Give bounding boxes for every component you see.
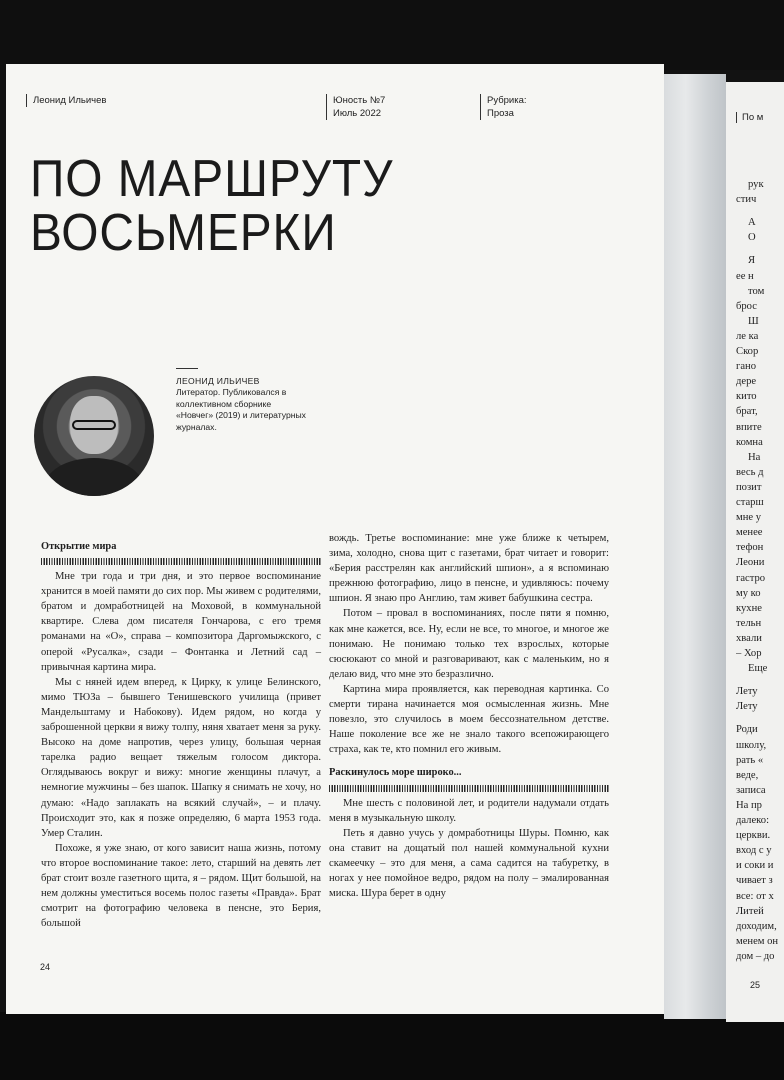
section-title-2: Раскинулось море широко... [329, 767, 462, 779]
paragraph: Мне три года и три дня, и это первое воспоминание хранится в моей памяти до сих пор. Мы живем с родителями, братом и домработницей на Моховой, в коммунальной квартире. Слева дом писателя Гончарова, с его тремя романами на «О», справа – композитора Даргомыжского, с оперой «Русалка», сзади – Фонтанка и Летний сад – привычная картина мира. [41, 571, 321, 673]
right-page-line-fragment: О [748, 232, 756, 244]
rubric-label: Рубрика: [487, 95, 527, 106]
right-page-line-fragment: На [748, 451, 761, 463]
right-page-line-fragment: кухне [736, 602, 762, 614]
right-page-line-fragment: Еще [748, 663, 768, 675]
right-page-line-fragment: Леони [736, 557, 765, 569]
author-name: ЛЕОНИД ИЛЬИЧЕВ [176, 376, 260, 386]
right-page-line-fragment: старш [736, 497, 764, 508]
text-column-right [329, 531, 609, 901]
right-page-line-fragment: хвали [736, 632, 762, 644]
page-number-left: 24 [40, 962, 51, 972]
right-page-line-fragment: Лету [736, 701, 758, 713]
article-title [30, 152, 545, 260]
author-photo [34, 376, 154, 496]
paragraph: Потом – провал в воспоминаниях, после пяти я помню, как мне кажется, все. Ну, если не все, то многое, и многое же понимаю. Не понимаю только тех взрослых, которые сюсюкают со мной и разговаривают, как с маленьким, но я делаю вид, что мне это безразлично. [329, 608, 609, 680]
right-page-line-fragment: рать « [736, 754, 764, 766]
right-page [726, 82, 784, 1022]
author-bio: Литератор. Публиковался в коллективном сборнике «Новчег» (2019) и литературных журналах. [176, 387, 306, 432]
running-head-right: По м [736, 112, 763, 123]
right-page-line-fragment: менее [736, 527, 763, 539]
right-page-line-fragment: чивает з [736, 875, 773, 887]
right-page-line-fragment: веде, [736, 769, 759, 781]
text-column-left [41, 539, 321, 931]
right-page-line-fragment: менем он [736, 935, 779, 947]
paragraph: Мне шесть с половиной лет, и родители надумали отдать меня в музыкальную школу. [329, 797, 609, 824]
right-page-line-fragment: записа [736, 784, 766, 796]
right-page-line-fragment: ле ка [736, 330, 759, 342]
right-page-line-fragment: тефон [736, 542, 764, 554]
right-page-line-fragment: дере [736, 376, 757, 388]
right-page-line-fragment: кито [736, 391, 757, 403]
right-page-line-fragment: доходим, [736, 920, 777, 932]
issue-number: Юность №7 [333, 95, 386, 106]
section-rule [329, 785, 609, 792]
page-gutter [664, 74, 726, 1019]
right-page-line-fragment: Я [748, 255, 756, 267]
right-page-line-fragment: церкви. [736, 830, 771, 842]
right-page-line-fragment: му ко [736, 587, 761, 599]
right-page-line-fragment: гано [736, 361, 757, 373]
right-page-line-fragment: рук [748, 179, 764, 190]
rubric-value: Проза [487, 108, 514, 119]
author-dash [176, 368, 198, 369]
right-page-line-fragment: школу, [736, 739, 767, 751]
right-page-line-fragment: весь д [736, 466, 764, 478]
right-page-line-fragment: том [748, 285, 765, 297]
paragraph: вождь. Третье воспоминание: мне уже ближе к четырем, зима, холодно, снова щит с газетами, брат читает и говорит: «Берия расстрелян как английский шпион», а я вспоминаю прежнюю фотографию, лицо в пенсне, и удивляюсь: почему шпион. Я знаю про Англию, там живет бабушкина сестра. [329, 533, 609, 605]
scan-background-top [0, 0, 784, 70]
page-number-right: 25 [750, 980, 761, 990]
right-page-line-fragment: Литей [736, 905, 764, 917]
right-page-line-fragment: все: от х [736, 890, 774, 902]
paragraph: Похоже, я уже знаю, от кого зависит наша жизнь, потому что второе воспоминание такое: лето, старший на девять лет брат стоит возле газетного щита, я – рядом. Щит большой, на нем должны уместиться восемь полос газеты «Правда». Брат смотрит на фотографию человека в пенсне, это Берия, большой [41, 842, 321, 930]
right-page-line-fragment: – Хор [736, 648, 762, 659]
right-page-line-fragment: Скор [736, 346, 759, 357]
issue-date: Июль 2022 [333, 108, 382, 119]
photo-body-shape [44, 458, 144, 496]
right-page-line-fragment: впите [736, 421, 762, 433]
right-page-line-fragment: комна [736, 436, 763, 448]
paragraph: Мы с няней идем вперед, к Цирку, к улице Белинского, мимо ТЮЗа – бывшего Тенишевского училища (привет Мандельштаму и Набокову). Идем рядом, но когда у заброшенной церкви я вижу толпу, няня хватает меня за руку. Высоко на доме напротив, через улицу, большая черная тарелка радио вещает тяжелым голосом диктора. Оглядываюсь вокруг и вижу: многие женщины плачут, а немногие мужчины – без шапок. Шапку я снимать не хочу, но думаю: «Надо заплакать на всякий случай», – и плачу. Происходит это, как я позже определяю, 6 марта 1953 года. Умер Сталин. [41, 676, 321, 839]
left-page [6, 64, 664, 1014]
right-page-line-fragment: Роди [736, 724, 758, 736]
right-page-line-fragment: На пр [736, 799, 762, 811]
right-page-line-fragment: вход с у [736, 845, 772, 857]
running-head-issue [326, 94, 385, 120]
running-head-rubric [480, 94, 527, 120]
paragraph: Картина мира проявляется, как переводная картинка. Со смерти тирана начинается моя осмысленная жизнь. Мне повезло, это случилось в моем бессознательном детстве. Наше поколение все же не знало такого всепожирающего страха, как те, кто помнил его живым. [329, 683, 609, 756]
scan-background-bottom [0, 1012, 784, 1080]
running-head-author: Леонид Ильичев [26, 94, 106, 107]
right-page-line-fragment: брос [736, 300, 757, 312]
title-line-1: ПО МАРШРУТУ [30, 150, 394, 208]
photo-glasses-shape [72, 420, 116, 430]
right-page-line-fragment: Ш [748, 315, 759, 327]
right-page-line-fragment: тельн [736, 617, 762, 629]
right-page-line-fragment: позит [736, 481, 762, 493]
section-rule [41, 558, 321, 565]
title-line-2: ВОСЬМЕРКИ [30, 204, 337, 262]
right-page-line-fragment: гастро [736, 572, 766, 584]
section-title-1: Открытие мира [41, 541, 117, 552]
right-page-line-fragment: брат, [736, 406, 758, 418]
right-page-line-fragment: далеко: [736, 815, 770, 826]
right-page-line-fragment: Лету [736, 686, 758, 698]
right-page-line-fragment: дом – до [736, 950, 775, 962]
right-page-line-fragment: ее н [736, 270, 754, 282]
right-page-line-fragment: и соки и [736, 860, 774, 872]
right-page-line-fragment: мне у [736, 512, 762, 524]
right-page-line-fragment: А [748, 217, 756, 229]
right-page-line-fragment: стич [736, 194, 757, 206]
paragraph: Петь я давно учусь у домработницы Шуры. Помню, как она ставит на дощатый пол нашей коммунальной кухни скамеечку – это для меня, а сама садится на табуретку, в ногах у нее помойное ведро, рядом на полу – эмалированная миска. Шура берет в одну [329, 827, 609, 900]
